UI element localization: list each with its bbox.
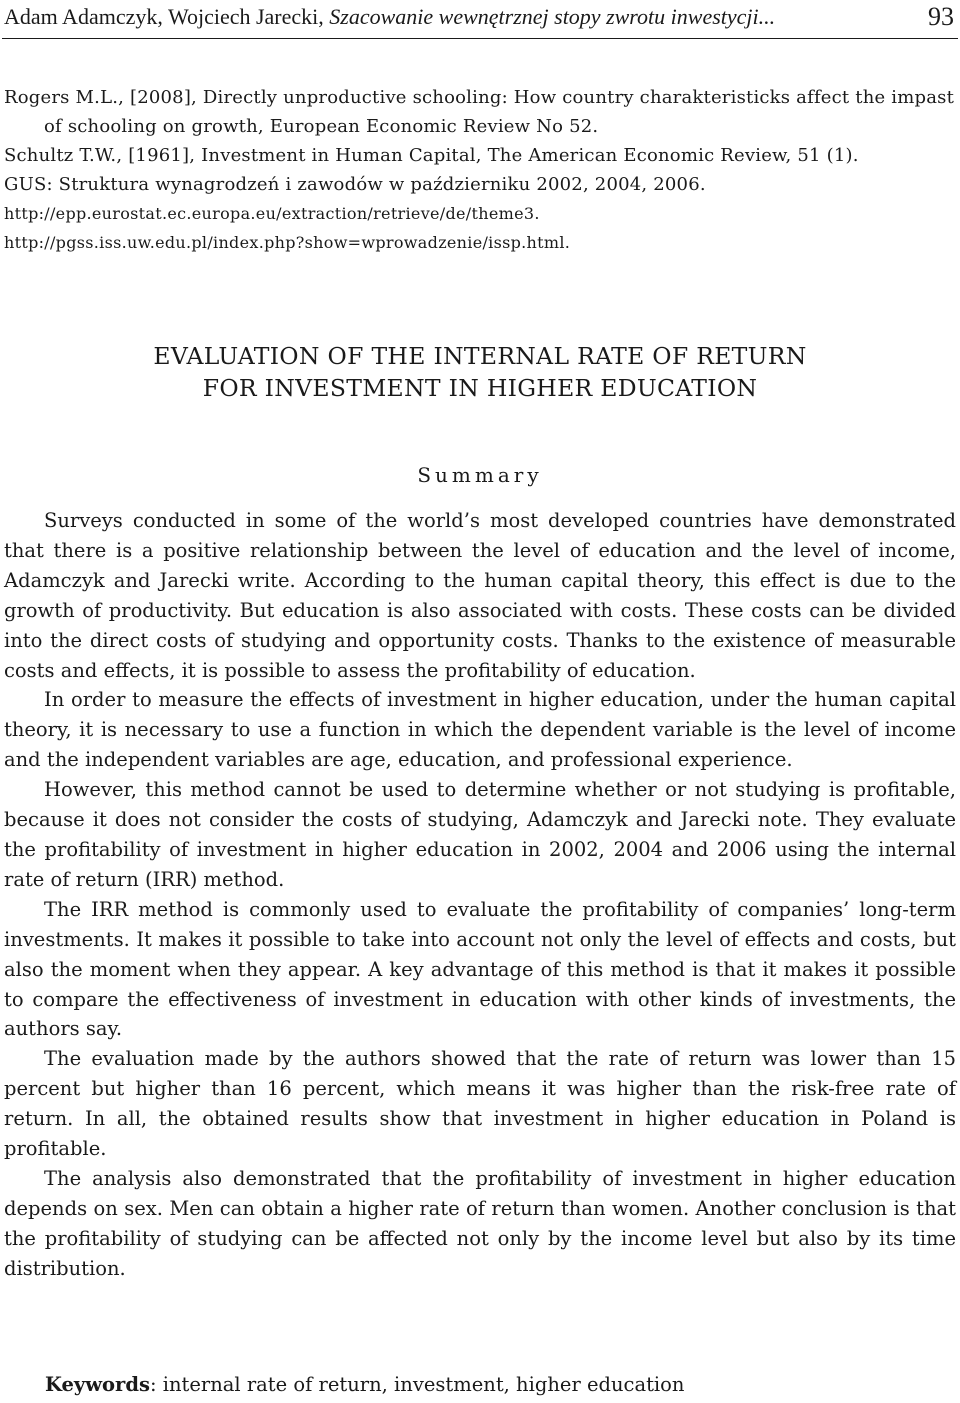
keywords-text: internal rate of return, investment, higher education [162, 1373, 685, 1396]
article-title-line-2: FOR INVESTMENT IN HIGHER EDUCATION [202, 374, 758, 402]
page-number: 93 [928, 2, 954, 31]
body-paragraph: Surveys conducted in some of the world’s most developed countries have demonstrated that there is a positive relationship between the level of education and the level of income, Adamczyk and Jarecki write. According to the human capital theory, this effect is due to the growth of productivity. But education is also associated with costs. These costs can be divided into the direct costs of studying and opportunity costs. Thanks to the existence of measurable costs and effects, it is possible to assess the profitability of education. [4, 509, 956, 682]
reference-url: http://epp.eurostat.ec.europa.eu/extraction/retrieve/de/theme3. [4, 204, 540, 223]
reference-item: GUS: Struktura wynagrodzeń i zawodów w październiku 2002, 2004, 2006. [4, 174, 706, 195]
article-title-line-1: EVALUATION OF THE INTERNAL RATE OF RETURN [153, 342, 807, 370]
body-paragraph: The evaluation made by the authors showed that the rate of return was lower than 15 percent but higher than 16 percent, which means it was higher than the risk-free rate of return. In all, the obtained results show that investment in higher education in Poland is profitable. [4, 1047, 956, 1161]
body-paragraph: However, this method cannot be used to determine whether or not studying is profitable, because it does not consider the costs of studying, Adamczyk and Jarecki note. They evaluate the profitability of investment in higher education in 2002, 2004 and 2006 using the internal rate of return (IRR) method. [4, 778, 956, 891]
reference-item: Schultz T.W., [1961], Investment in Human Capital, The American Economic Review, 51 (1). [4, 145, 859, 166]
summary-heading: Summary [417, 463, 543, 487]
header-short-title: Szacowanie wewnętrznej stopy zwrotu inwestycji... [329, 4, 776, 29]
body-paragraph: In order to measure the effects of investment in higher education, under the human capital theory, it is necessary to use a function in which the dependent variable is the level of income and the independent variables are age, education, and professional experience. [4, 688, 956, 772]
keywords-separator: : [149, 1373, 163, 1396]
references-list [4, 83, 956, 257]
header-rule [2, 38, 958, 39]
reference-url: http://pgss.iss.uw.edu.pl/index.php?show=wprowadzenie/issp.html. [4, 233, 571, 252]
article-title [0, 340, 960, 404]
keywords-label: Keywords [45, 1373, 150, 1396]
body-paragraph: The analysis also demonstrated that the profitability of investment in higher education depends on sex. Men can obtain a higher rate of return than women. Another conclusion is that the profitability of studying can be affected not only by the income level but also by its time distribution. [4, 1166, 956, 1280]
body-paragraph: The IRR method is commonly used to evaluate the profitability of companies’ long-term investments. It makes it possible to take into account not only the level of effects and costs, but also the moment when they appear. A key advantage of this method is that it makes it possible to compare the effectiveness of investment in education with other kinds of investments, the authors say. [4, 897, 956, 1041]
running-header [4, 2, 956, 32]
header-authors: Adam Adamczyk, Wojciech Jarecki, [4, 4, 330, 29]
keywords-line [45, 1370, 956, 1400]
reference-item: Rogers M.L., [2008], Directly unproductive schooling: How country charakteristicks affect the impast of schooling on growth, European Economic Review No 52. [4, 87, 955, 137]
summary-body [4, 506, 956, 1284]
